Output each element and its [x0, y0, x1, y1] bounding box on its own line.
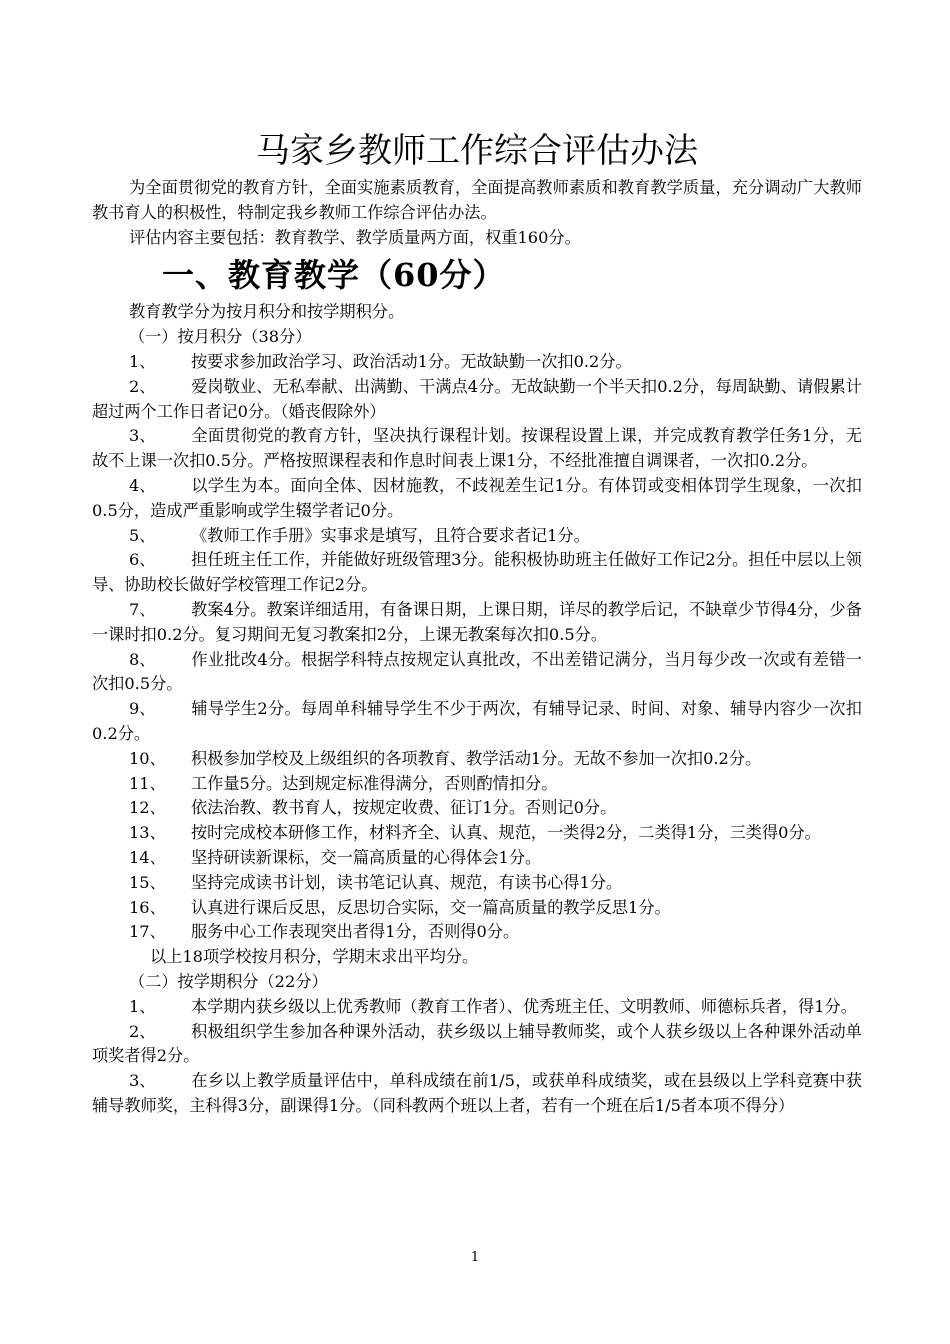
monthly-item	[92, 648, 862, 698]
monthly-item-number: 6、	[129, 550, 156, 570]
monthly-item-text: 工作量5分。达到规定标准得满分，否则酌情扣分。	[191, 773, 558, 793]
semester-item	[92, 1069, 862, 1119]
monthly-item-text: 按要求参加政治学习、政治活动1分。无故缺勤一次扣0.2分。	[191, 351, 632, 371]
monthly-item	[92, 548, 862, 598]
monthly-item-text: 坚持完成读书计划，读书笔记认真、规范，有读书心得1分。	[191, 872, 623, 892]
semester-item-text: 在乡以上教学质量评估中，单科成绩在前1/5，或获单科成绩奖，或在县级以上学科竞赛中获辅导教师奖，主科得3分，副课得1分。（同科教两个班以上者，若有一个班在后1/5者本项不得分）	[92, 1071, 862, 1115]
monthly-item-number: 15、	[129, 872, 166, 892]
monthly-item-number: 3、	[129, 426, 156, 446]
monthly-item-text: 教案4分。教案详细适用，有备课日期，上课日期，详尽的教学后记，不缺章少节得4分，少备一课时扣0.2分。复习期间无复习教案扣2分，上课无教案每次扣0.5分。	[92, 599, 862, 644]
monthly-item-text: 《教师工作手册》实事求是填写，且符合要求者记1分。	[191, 525, 590, 545]
monthly-item-text: 认真进行课后反思，反思切合实际，交一篇高质量的教学反思1分。	[191, 897, 671, 917]
monthly-item-number: 2、	[129, 376, 156, 396]
monthly-item-number: 9、	[129, 699, 156, 719]
monthly-item-list	[92, 350, 862, 945]
semester-item-text: 积极组织学生参加各种课外活动，获乡级以上辅导教师奖，或个人获乡级以上各种课外活动单项奖者得2分。	[92, 1021, 862, 1066]
monthly-item	[92, 375, 862, 425]
monthly-item-text: 辅导学生2分。每周单科辅导学生不少于两次，有辅导记录、时间、对象、辅导内容少一次扣0.2分。	[92, 699, 862, 743]
monthly-item	[92, 598, 862, 648]
monthly-item-text: 按时完成校本研修工作，材料齐全、认真、规范，一类得2分，二类得1分，三类得0分。	[191, 823, 821, 843]
monthly-item-number: 7、	[129, 599, 156, 619]
document-content	[92, 126, 862, 1119]
semester-item	[92, 995, 862, 1020]
monthly-item	[92, 474, 862, 524]
monthly-item-number: 1、	[129, 351, 156, 371]
monthly-item	[92, 350, 862, 375]
page-number: 1	[470, 1250, 480, 1265]
monthly-item-text: 服务中心工作表现突出者得1分，否则得0分。	[191, 922, 520, 942]
monthly-item	[92, 524, 862, 549]
monthly-item-text: 爱岗敬业、无私奉献、出满勤、干满点4分。无故缺勤一个半天扣0.2分，每周缺勤、请假累计超过两个工作日者记0分。（婚丧假除外）	[92, 376, 862, 421]
monthly-item-number: 11、	[129, 773, 166, 793]
semester-item-text: 本学期内获乡级以上优秀教师（教育工作者）、优秀班主任、文明教师、师德标兵者，得1分。	[191, 996, 857, 1016]
monthly-item-text: 担任班主任工作，并能做好班级管理3分。能积极协助班主任做好工作记2分。担任中层以上领导、协助校长做好学校管理工作记2分。	[92, 550, 862, 595]
semester-item-list	[92, 995, 862, 1119]
page-title: 马家乡教师工作综合评估办法	[256, 131, 698, 171]
monthly-item-text: 作业批改4分。根据学科特点按规定认真批改，不出差错记满分，当月每少改一次或有差错一次扣0.5分。	[92, 649, 862, 694]
semester-heading: （二）按学期积分（22分）	[129, 971, 328, 991]
monthly-item-number: 16、	[129, 897, 166, 917]
monthly-item-number: 17、	[129, 922, 166, 942]
monthly-item-number: 10、	[129, 748, 166, 768]
monthly-item-number: 5、	[129, 525, 156, 545]
semester-item-number: 3、	[129, 1071, 156, 1091]
monthly-item	[92, 747, 862, 772]
semester-item-number: 1、	[129, 996, 156, 1016]
monthly-item	[92, 697, 862, 747]
monthly-item-number: 12、	[129, 798, 166, 818]
monthly-item-text: 全面贯彻党的教育方针，坚决执行课程计划。按课程设置上课，并完成教育教学任务1分，无故不上课一次扣0.5分。严格按照课程表和作息时间表上课1分，不经批准擅自调课者，一次扣0.2分。	[92, 426, 862, 471]
monthly-item-number: 13、	[129, 823, 166, 843]
monthly-item	[92, 846, 862, 871]
semester-item	[92, 1020, 862, 1070]
intro-paragraph-1: 为全面贯彻党的教育方针，全面实施素质教育，全面提高教师素质和教育教学质量，充分调动广大教师教书育人的积极性，特制定我乡教师工作综合评估办法。	[92, 178, 862, 222]
section-lead: 教育教学分为按月积分和按学期积分。	[129, 302, 405, 322]
monthly-item-text: 依法治教、教书育人，按规定收费、征订1分。否则记0分。	[191, 798, 617, 818]
monthly-item-text: 积极参加学校及上级组织的各项教育、教学活动1分。无故不参加一次扣0.2分。	[191, 748, 762, 768]
intro-paragraph-2: 评估内容主要包括：教育教学、教学质量两方面，权重160分。	[129, 227, 581, 247]
monthly-item	[92, 871, 862, 896]
monthly-item	[92, 920, 862, 945]
monthly-item-text: 坚持研读新课标，交一篇高质量的心得体会1分。	[191, 847, 542, 867]
monthly-item	[92, 821, 862, 846]
monthly-item-number: 8、	[129, 649, 156, 669]
monthly-item	[92, 424, 862, 474]
monthly-summary: 以上18项学校按月积分，学期末求出平均分。	[150, 947, 479, 967]
section-heading: 一、教育教学（60分）	[162, 256, 506, 295]
monthly-item	[92, 896, 862, 921]
monthly-item-text: 以学生为本。面向全体、因材施教，不歧视差生记1分。有体罚或变相体罚学生现象，一次扣0.5分，造成严重影响或学生辍学者记0分。	[92, 475, 862, 520]
monthly-item	[92, 796, 862, 821]
monthly-item	[92, 772, 862, 797]
semester-item-number: 2、	[129, 1021, 156, 1041]
monthly-item-number: 14、	[129, 847, 166, 867]
monthly-heading: （一）按月积分（38分）	[129, 327, 312, 347]
monthly-item-number: 4、	[129, 475, 156, 495]
